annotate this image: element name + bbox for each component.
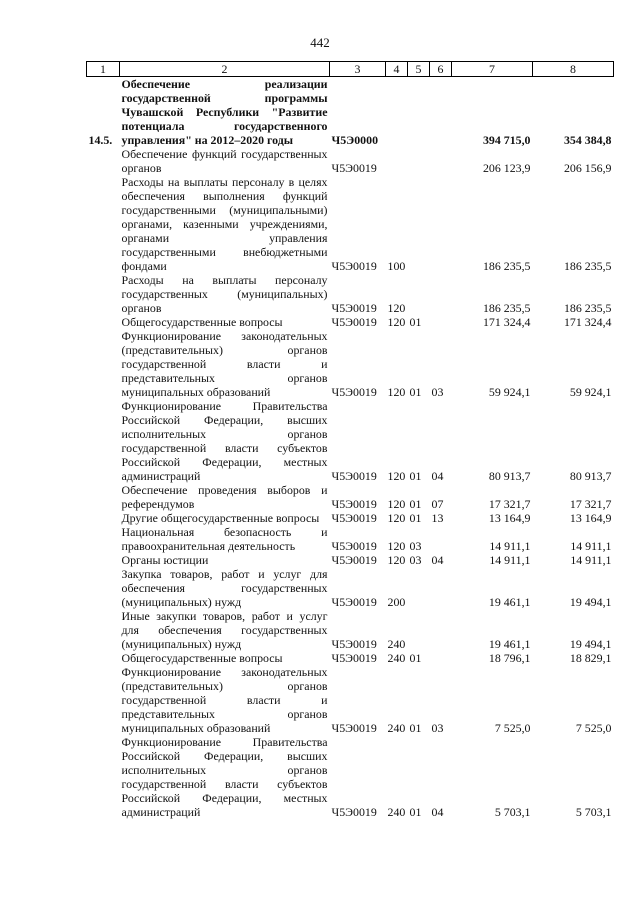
row-number: [87, 315, 120, 329]
item-name: Общегосударственные вопросы: [121, 315, 283, 329]
amount-year-2: 19 494,1: [569, 595, 612, 609]
table-row: [87, 735, 614, 819]
item-name: Расходы на выплаты персоналу государственных (муниципальных) органов: [121, 273, 328, 315]
amount-year-1: 17 321,7: [488, 497, 531, 511]
amount-year-2: 59 924,1: [569, 385, 612, 399]
amount-year-1: 19 461,1: [488, 595, 531, 609]
section-code: 01: [409, 385, 422, 399]
amount-year-2: 17 321,7: [569, 497, 612, 511]
subsection-code: [430, 315, 452, 329]
row-number: [87, 609, 120, 651]
expense-type-code: 240: [387, 651, 406, 665]
expense-type-code: 100: [387, 259, 406, 273]
amount-year-2: 354 384,8: [563, 133, 612, 147]
subsection-code: 04: [431, 553, 444, 567]
item-name: Национальная безопасность и правоохранительная деятельность: [121, 525, 328, 553]
section-code: 01: [409, 469, 422, 483]
section-code: 01: [409, 805, 422, 819]
target-article-code: Ч5Э0000: [331, 133, 379, 147]
expense-type-code: 120: [387, 539, 406, 553]
amount-year-1: 80 913,7: [488, 469, 531, 483]
amount-year-2: 14 911,1: [570, 539, 612, 553]
table-row: [87, 483, 614, 511]
section-code: [408, 609, 430, 651]
table-row: [87, 609, 614, 651]
subsection-code: 13: [431, 511, 444, 525]
row-number: [87, 399, 120, 483]
table-row: [87, 651, 614, 665]
row-number: [87, 567, 120, 609]
target-article-code: Ч5Э0019: [331, 805, 377, 819]
expense-type-code: 120: [387, 385, 406, 399]
subsection-code: 04: [431, 805, 444, 819]
column-header-2: 2: [120, 62, 330, 77]
subsection-code: 03: [431, 721, 444, 735]
amount-year-2: 14 911,1: [570, 553, 612, 567]
table-row: [87, 511, 614, 525]
column-header-7: 7: [452, 62, 533, 77]
target-article-code: Ч5Э0019: [331, 553, 377, 567]
section-code: [408, 273, 430, 315]
subsection-code: [430, 175, 452, 273]
table-body: [87, 77, 614, 820]
table-row: [87, 567, 614, 609]
item-name: Функционирование законодательных (представительных) органов государственной власти и представительных органов муниципальных образований: [121, 329, 328, 399]
item-name: Общегосударственные вопросы: [121, 651, 283, 665]
target-article-code: Ч5Э0019: [331, 385, 377, 399]
row-number: [87, 553, 120, 567]
column-header-8: 8: [533, 62, 614, 77]
expense-type-code: 120: [387, 497, 406, 511]
section-code: 03: [409, 539, 422, 553]
target-article-code: Ч5Э0019: [331, 595, 377, 609]
target-article-code: Ч5Э0019: [331, 721, 377, 735]
table-row: [87, 147, 614, 175]
section-code: 03: [409, 553, 422, 567]
target-article-code: Ч5Э0019: [331, 637, 377, 651]
expense-type-code: 240: [387, 805, 406, 819]
table-row: [87, 329, 614, 399]
section-code: 01: [409, 315, 422, 329]
row-number: 14.5.: [88, 133, 113, 147]
amount-year-1: 19 461,1: [488, 637, 531, 651]
amount-year-1: 14 911,1: [489, 553, 531, 567]
column-header-5: 5: [408, 62, 430, 77]
subsection-code: 03: [431, 385, 444, 399]
row-number: [87, 511, 120, 525]
item-name: Функционирование Правительства Российской Федерации, высших исполнительных органов государственной власти субъектов Российской Федерации, местных администраций: [121, 735, 328, 819]
amount-year-2: 186 235,5: [563, 259, 612, 273]
item-name: Расходы на выплаты персоналу в целях обеспечения выполнения функций государственными (муниципальными) органами, казенными учреждениями, органами управления государственными внебюджетными фондами: [121, 175, 328, 273]
section-code: 01: [409, 497, 422, 511]
table-row: [87, 273, 614, 315]
section-code: 01: [409, 651, 422, 665]
row-number: [87, 273, 120, 315]
amount-year-1: 13 164,9: [488, 511, 531, 525]
expense-type-code: 240: [387, 637, 406, 651]
target-article-code: Ч5Э0019: [331, 497, 377, 511]
subsection-code: [430, 567, 452, 609]
item-name: Функционирование законодательных (представительных) органов государственной власти и представительных органов муниципальных образований: [121, 665, 328, 735]
subsection-code: [430, 651, 452, 665]
target-article-code: Ч5Э0019: [331, 469, 377, 483]
amount-year-1: 14 911,1: [489, 539, 531, 553]
amount-year-1: 18 796,1: [488, 651, 531, 665]
amount-year-1: 186 235,5: [482, 301, 531, 315]
table-row: [87, 665, 614, 735]
item-name: Функционирование Правительства Российской Федерации, высших исполнительных органов государственной власти субъектов Российской Федерации, местных администраций: [121, 399, 328, 483]
table-row: [87, 77, 614, 148]
amount-year-2: 80 913,7: [569, 469, 612, 483]
target-article-code: Ч5Э0019: [331, 259, 377, 273]
item-name: Иные закупки товаров, работ и услуг для обеспечения государственных (муниципальных) нужд: [121, 609, 328, 651]
subsection-code: [430, 147, 452, 175]
row-number: [87, 483, 120, 511]
page-number: 442: [310, 35, 330, 50]
section-code: [408, 147, 430, 175]
expense-type-code: 200: [387, 595, 406, 609]
expense-type-code: 240: [387, 721, 406, 735]
row-number: [87, 651, 120, 665]
target-article-code: Ч5Э0019: [331, 511, 377, 525]
section-code: 01: [409, 721, 422, 735]
amount-year-2: 13 164,9: [569, 511, 612, 525]
amount-year-2: 206 156,9: [563, 161, 612, 175]
amount-year-2: 7 525,0: [575, 721, 612, 735]
row-number: [87, 735, 120, 819]
target-article-code: Ч5Э0019: [331, 161, 377, 175]
table-row: [87, 315, 614, 329]
table-row: [87, 525, 614, 553]
amount-year-1: 171 324,4: [482, 315, 531, 329]
row-number: [87, 175, 120, 273]
amount-year-1: 5 703,1: [494, 805, 531, 819]
section-code: [408, 175, 430, 273]
expense-type-code: 120: [387, 301, 406, 315]
budget-table: [86, 61, 614, 819]
row-number: [87, 665, 120, 735]
table-row: [87, 553, 614, 567]
item-name: Закупка товаров, работ и услуг для обеспечения государственных (муниципальных) нужд: [121, 567, 328, 609]
expense-type-code: 120: [387, 469, 406, 483]
row-number: [87, 329, 120, 399]
column-header-3: 3: [330, 62, 386, 77]
expense-type-code: 120: [387, 553, 406, 567]
table-row: [87, 175, 614, 273]
amount-year-1: 206 123,9: [482, 161, 531, 175]
column-header-1: 1: [87, 62, 120, 77]
subsection-code: [430, 525, 452, 553]
amount-year-2: 18 829,1: [569, 651, 612, 665]
target-article-code: Ч5Э0019: [331, 539, 377, 553]
row-number: [87, 147, 120, 175]
amount-year-1: 394 715,0: [482, 133, 531, 147]
expense-type-code: 120: [387, 511, 406, 525]
table-row: [87, 399, 614, 483]
target-article-code: Ч5Э0019: [331, 651, 377, 665]
subsection-code: 07: [431, 497, 444, 511]
row-number: [87, 525, 120, 553]
item-name: Обеспечение реализации государственной программы Чувашской Республики "Развитие потенциала государственного управления" на 2012–2020 годы: [121, 77, 328, 147]
section-code: [408, 567, 430, 609]
subsection-code: 04: [431, 469, 444, 483]
expense-type-code: [386, 77, 408, 148]
column-header-6: 6: [430, 62, 452, 77]
expense-type-code: [386, 147, 408, 175]
section-code: [408, 77, 430, 148]
amount-year-1: 7 525,0: [494, 721, 531, 735]
expense-type-code: 120: [387, 315, 406, 329]
target-article-code: Ч5Э0019: [331, 301, 377, 315]
item-name: Обеспечение функций государственных органов: [121, 147, 328, 175]
item-name: Органы юстиции: [121, 553, 209, 567]
column-number-row: [87, 62, 614, 77]
item-name: Другие общегосударственные вопросы: [121, 511, 320, 525]
column-header-4: 4: [386, 62, 408, 77]
item-name: Обеспечение проведения выборов и референдумов: [121, 483, 328, 511]
section-code: 01: [409, 511, 422, 525]
amount-year-2: 19 494,1: [569, 637, 612, 651]
subsection-code: [430, 77, 452, 148]
amount-year-1: 59 924,1: [488, 385, 531, 399]
target-article-code: Ч5Э0019: [331, 315, 377, 329]
subsection-code: [430, 609, 452, 651]
amount-year-1: 186 235,5: [482, 259, 531, 273]
subsection-code: [430, 273, 452, 315]
amount-year-2: 171 324,4: [563, 315, 612, 329]
amount-year-2: 186 235,5: [563, 301, 612, 315]
amount-year-2: 5 703,1: [575, 805, 612, 819]
